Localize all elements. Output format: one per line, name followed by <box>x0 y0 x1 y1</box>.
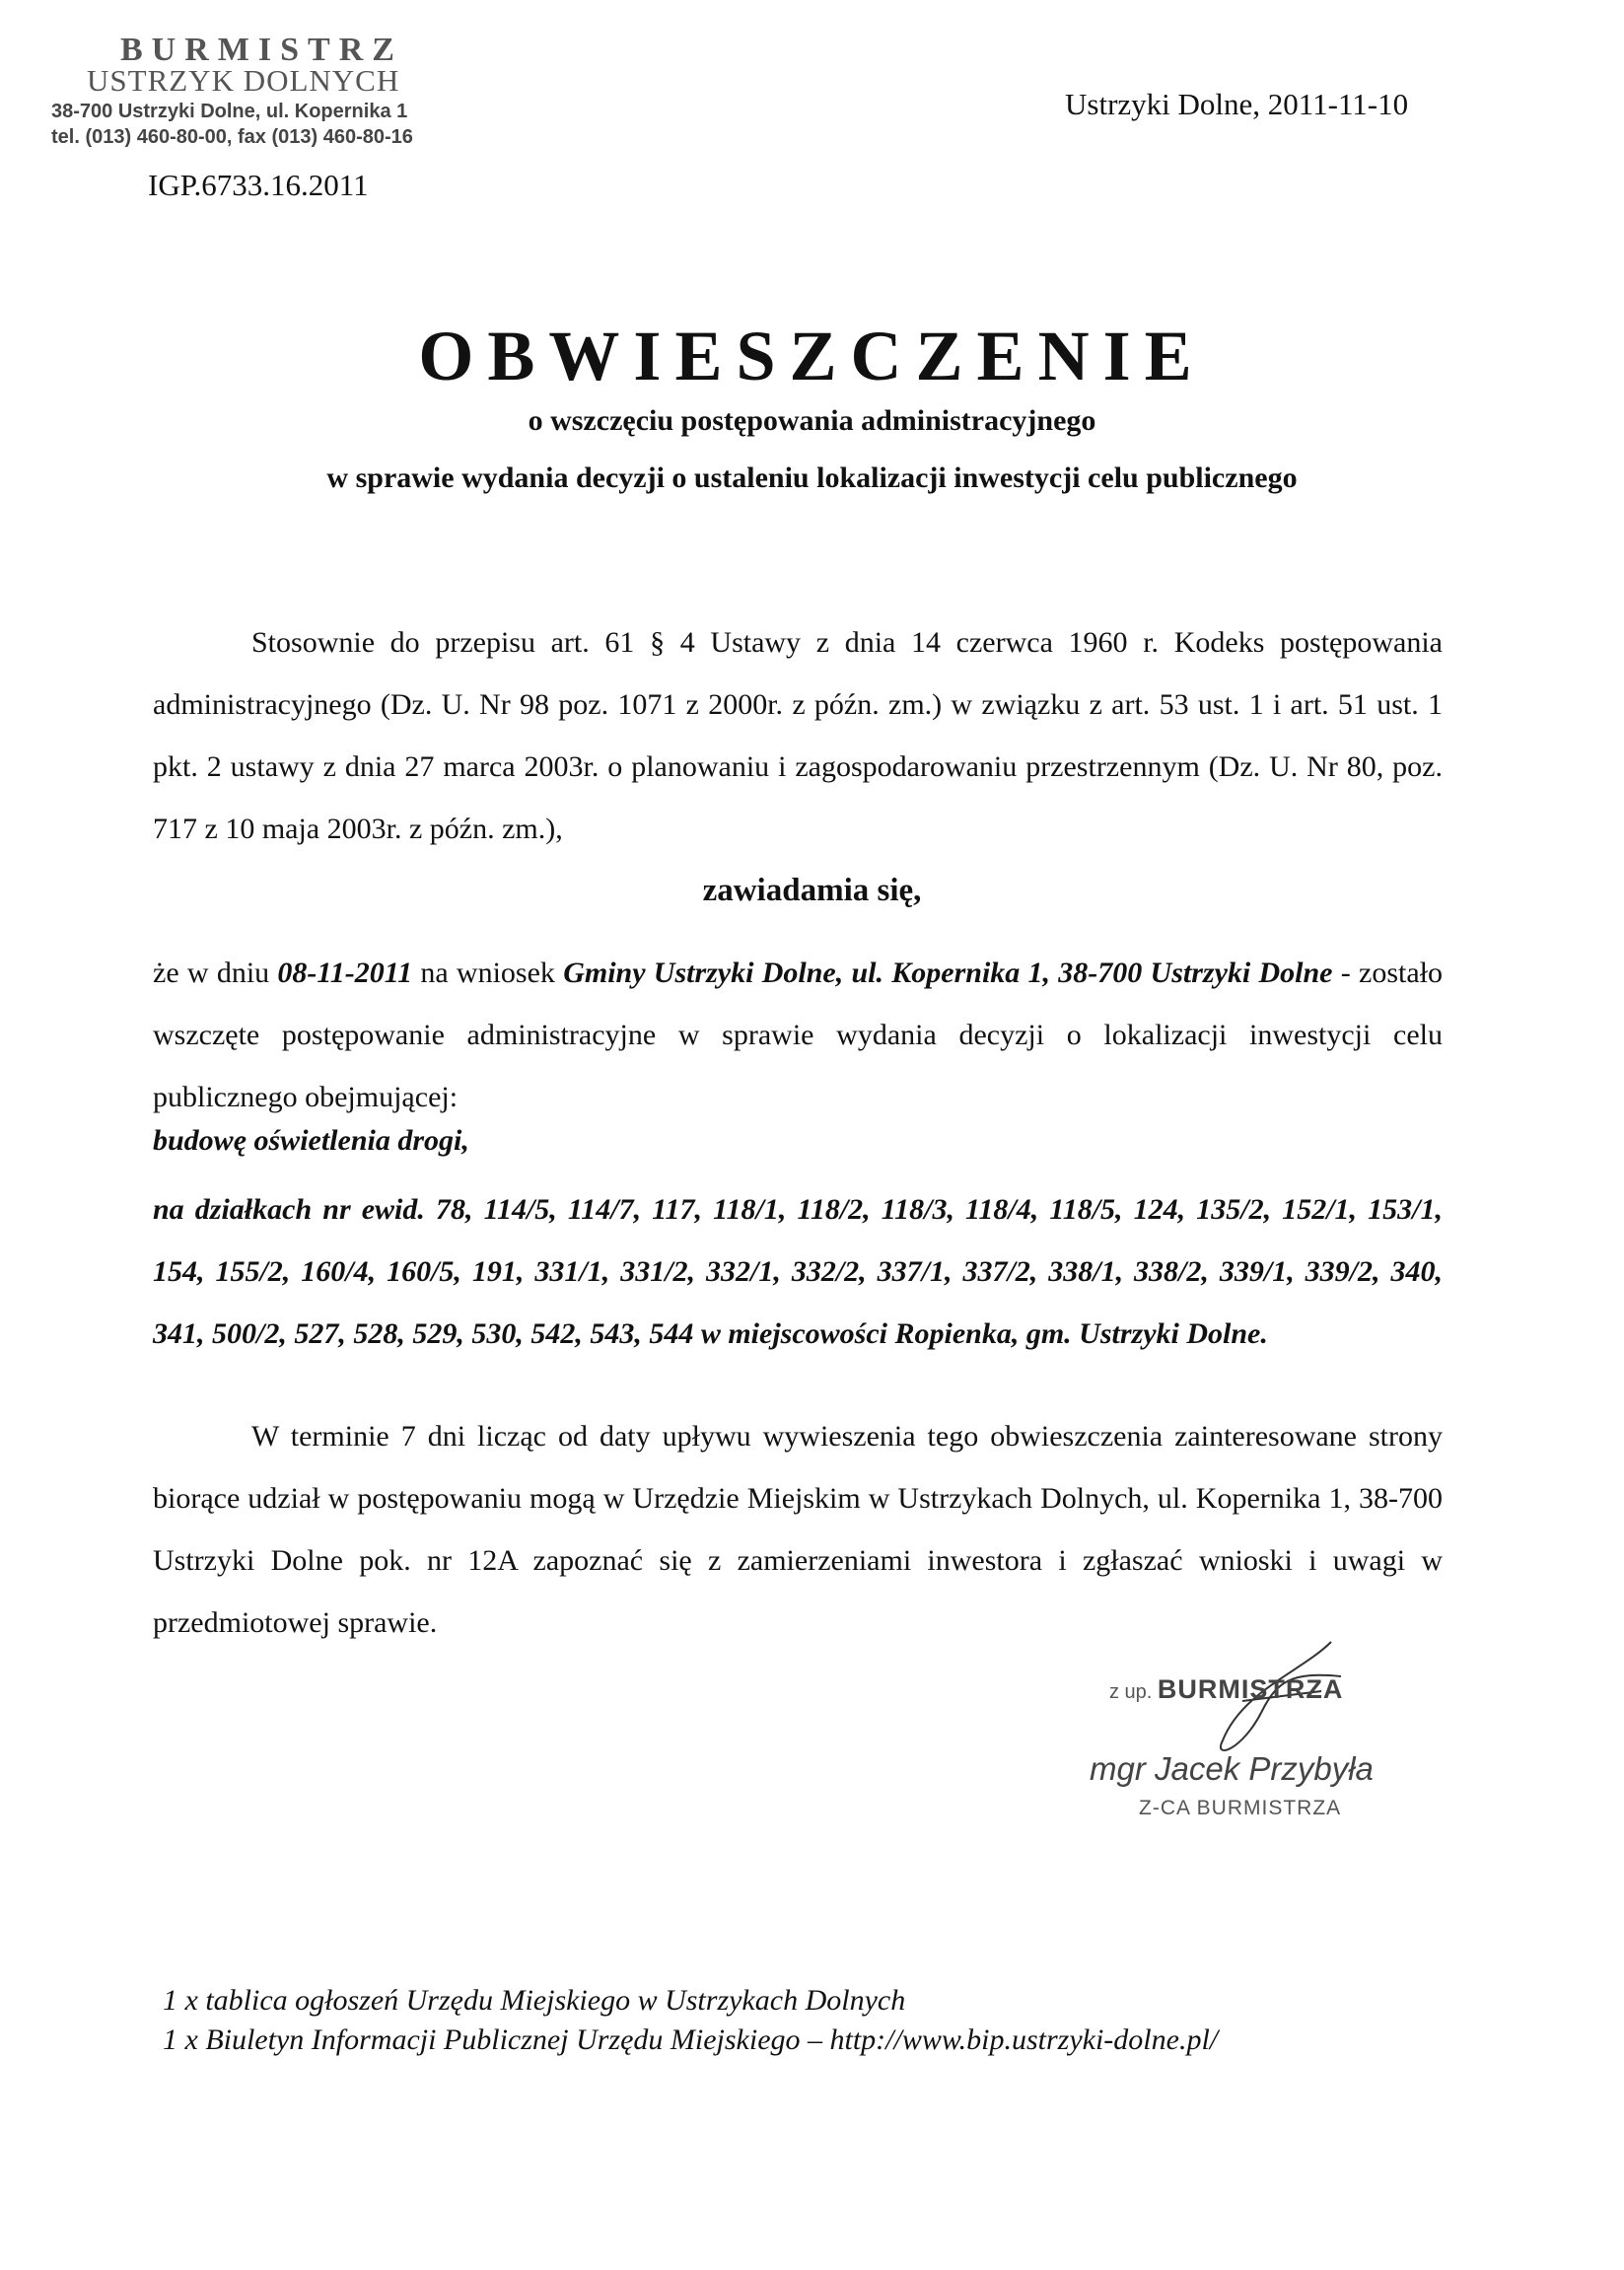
stamp-subtitle: USTRZYK DOLNYCH <box>87 63 400 98</box>
document-title: OBWIESZCZENIE <box>418 317 1206 395</box>
works-description: budowę oświetlenia drogi, <box>153 1124 469 1157</box>
consultation-paragraph: W terminie 7 dni licząc od daty upływu wywieszenia tego obwieszczenia zainteresowane strony biorące udział w postępowaniu mogą w Urzędzie Miejskim w Ustrzykach Dolnych, ul. Kopernika 1, 38-700 Ustrzyki Dolne pok. nr 12A zapoznać się z zamierzeniami inwestora i zgłaszać wnioski i uwagi w przedmiotowej sprawie. <box>153 1420 1443 1639</box>
reference-number: IGP.6733.16.2011 <box>148 168 369 202</box>
stamp-address: 38-700 Ustrzyki Dolne, ul. Kopernika 1 <box>51 101 408 122</box>
initiation-date: 08-11-2011 <box>277 957 413 989</box>
signature-office: BURMISTRZA <box>1157 1674 1344 1704</box>
signer-name: mgr Jacek Przybyła <box>1090 1750 1374 1787</box>
distribution-item: 1 x Biuletyn Informacji Publicznej Urzędu Miejskiego – http://www.bip.ustrzyki-dolne.pl/ <box>163 2023 1219 2056</box>
stamp-title: BURMISTRZ <box>120 32 403 68</box>
initiation-text-c: - zostało wszczęte postępowanie administracyjne w sprawie wydania decyzji o lokalizacji inwestycji celu publicznego obejmującej: <box>153 957 1443 1113</box>
notify-heading: zawiadamia się, <box>702 873 922 908</box>
signature-authorization <box>1109 1674 1343 1705</box>
stamp-phone: tel. (013) 460-80-00, fax (013) 460-80-16 <box>51 126 413 148</box>
place-date: Ustrzyki Dolne, 2011-11-10 <box>1065 87 1409 121</box>
initiation-text-a: że w dniu <box>153 957 278 989</box>
zup-label: z up. <box>1109 1681 1153 1703</box>
plots-list: na działkach nr ewid. 78, 114/5, 114/7, 117, 118/1, 118/2, 118/3, 118/4, 118/5, 124, 135/2, 152/1, 153/1, 154, 155/2, 160/4, 160/5, 191, 331/1, 331/2, 332/1, 332/2, 337/1, 337/2, 338/1, 338/2, 339/1, 339/2, 340, 341, 500/2, 527, 528, 529, 530, 542, 543, 544 w miejscowości Ropienka, gm. Ustrzyki Dolne. <box>153 1193 1443 1350</box>
initiation-text-b: na wniosek <box>412 957 564 989</box>
document-subtitle-2: w sprawie wydania decyzji o ustaleniu lokalizacji inwestycji celu publicznego <box>326 461 1298 494</box>
document-subtitle-1: o wszczęciu postępowania administracyjnego <box>528 404 1096 437</box>
distribution-item: 1 x tablica ogłoszeń Urzędu Miejskiego w Ustrzykach Dolnych <box>163 1984 906 2017</box>
legal-basis-paragraph: Stosownie do przepisu art. 61 § 4 Ustawy z dnia 14 czerwca 1960 r. Kodeks postępowania administracyjnego (Dz. U. Nr 98 poz. 1071 z 2000r. z późn. zm.) w związku z art. 53 ust. 1 i art. 51 ust. 1 pkt. 2 ustawy z dnia 27 marca 2003r. o planowaniu i zagospodarowaniu przestrzennym (Dz. U. Nr 80, poz. 717 z 10 maja 2003r. z późn. zm.), <box>153 626 1443 845</box>
signer-role: Z-CA BURMISTRZA <box>1139 1797 1342 1819</box>
applicant: Gminy Ustrzyki Dolne, ul. Kopernika 1, 38-700 Ustrzyki Dolne <box>563 957 1333 989</box>
initiation-paragraph <box>153 942 1443 1128</box>
